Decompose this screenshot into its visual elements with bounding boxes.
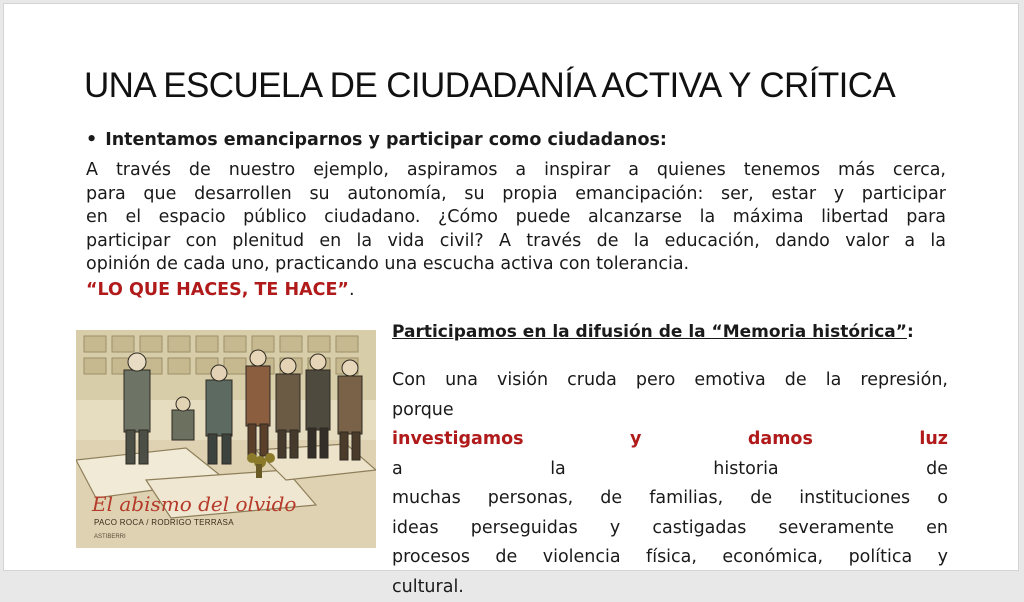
memory-heading-text: Participamos en la difusión de la “Memoria histórica” — [392, 322, 907, 342]
memory-heading — [392, 322, 914, 342]
bullet-symbol: • — [86, 130, 97, 150]
memory-line-2-after: a la historia de — [392, 455, 948, 485]
memory-line-2 — [392, 396, 948, 485]
bullet-heading-text: Intentamos emanciparnos y participar como ciudadanos: — [105, 130, 667, 150]
memory-line-4: ideas perseguidas y castigadas severamente en — [392, 514, 948, 544]
intro-line-4: participar con plenitud en la vida civil? A través de la educación, dando valor a la — [86, 230, 946, 254]
memory-line-3: muchas personas, de familias, de instituciones o — [392, 484, 948, 514]
memory-line-1: Con una visión cruda pero emotiva de la represión, — [392, 366, 948, 396]
motto — [86, 280, 355, 300]
slide — [3, 3, 1019, 571]
intro-line-2: para que desarrollen su autonomía, su propia emancipación: ser, estar y participar — [86, 183, 946, 207]
memory-line-5: procesos de violencia física, económica, política y — [392, 543, 948, 573]
book-cover-image — [76, 330, 376, 548]
bullet-heading — [86, 130, 667, 150]
memory-line-6: cultural. — [392, 573, 948, 602]
intro-line-5: opinión de cada uno, practicando una escucha activa con tolerancia. — [86, 253, 946, 277]
slide-title: UNA ESCUELA DE CIUDADANÍA ACTIVA Y CRÍTICA — [84, 66, 895, 106]
memory-heading-end: : — [907, 322, 914, 342]
motto-end: . — [349, 280, 355, 300]
memory-paragraph — [392, 366, 948, 602]
memory-line-2-before: porque — [392, 396, 948, 426]
book-authors: PACO ROCA / RODRIGO TERRASA — [94, 518, 234, 527]
motto-text: “LO QUE HACES, TE HACE” — [86, 280, 349, 300]
intro-line-3: en el espacio público ciudadano. ¿Cómo puede alcanzarse la máxima libertad para — [86, 206, 946, 230]
memory-highlight: investigamos y damos luz — [392, 425, 948, 455]
book-title: El abismo del olvido — [92, 492, 296, 516]
intro-paragraph — [86, 159, 946, 277]
intro-line-1: A través de nuestro ejemplo, aspiramos a inspirar a quienes tenemos más cerca, — [86, 159, 946, 183]
book-publisher: ASTIBERRI — [94, 534, 126, 540]
